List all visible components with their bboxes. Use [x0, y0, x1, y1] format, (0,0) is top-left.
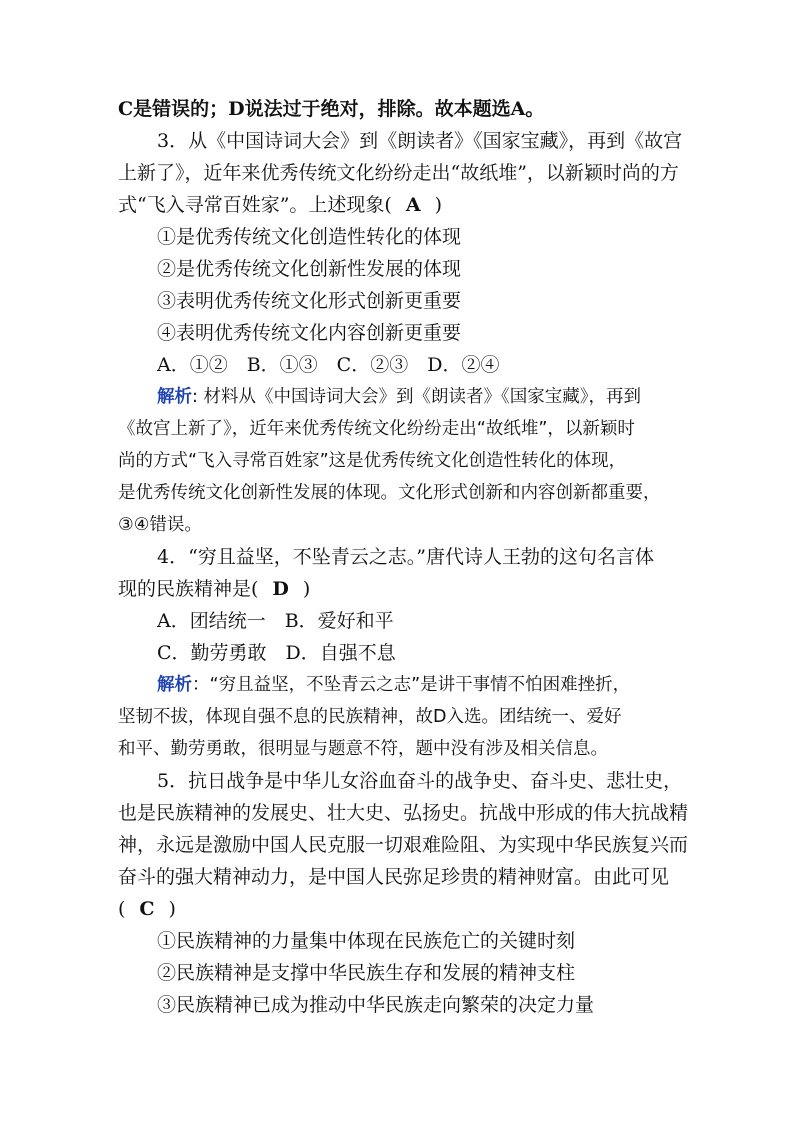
- analysis-3: [118, 449, 626, 473]
- text: ): [302, 578, 311, 600]
- question-4-choices: [157, 641, 396, 665]
- text-line: [118, 97, 544, 121]
- text: ：“穷且益坚，不坠青云之志”是讲干事情不怕困难挫折，: [192, 675, 631, 695]
- answer-mark: A: [405, 194, 421, 216]
- text: ③表明优秀传统文化形式创新更重要: [157, 290, 462, 312]
- text: A．①② B．①③ C．②③ D．②④: [157, 354, 500, 376]
- analysis-3: [157, 385, 641, 409]
- analysis-label: 解析: [157, 387, 192, 407]
- text: 也是民族精神的发展史、壮大史、弘扬史。抗战中形成的伟大抗战精: [118, 802, 689, 824]
- question-5-stem: [118, 865, 669, 889]
- question-5-stem: [118, 801, 688, 825]
- text: ②民族精神是支撑中华民族生存和发展的精神支柱: [157, 962, 576, 984]
- question-5-statement-2: [157, 961, 575, 985]
- question-3-choices: [157, 353, 499, 377]
- analysis-3: [118, 481, 661, 505]
- question-3-statement-4: [157, 321, 461, 345]
- text: 坚韧不拔，体现自强不息的民族精神，故D入选。团结统一、爱好: [118, 707, 622, 727]
- text: 和平、勤劳勇敢，很明显与题意不符，题中没有涉及相关信息。: [118, 739, 608, 759]
- question-5-stem: [157, 769, 682, 793]
- text: C．勤劳勇敢 D．自强不息: [157, 642, 396, 664]
- question-5-stem: [118, 897, 176, 921]
- question-5-statement-3: [157, 993, 594, 1017]
- question-3-statement-1: [157, 225, 461, 249]
- question-5-statement-1: [157, 929, 575, 953]
- text: 现的民族精神是(: [118, 578, 259, 600]
- text: (: [118, 898, 126, 920]
- text: ④表明优秀传统文化内容创新更重要: [157, 322, 462, 344]
- analysis-4: [118, 737, 608, 761]
- text: 神，永远是激励中国人民克服一切艰难险阻、为实现中华民族复兴而: [118, 834, 689, 856]
- text: 奋斗的强大精神动力，是中国人民弥足珍贵的精神财富。由此可见: [118, 866, 670, 888]
- question-3-statement-3: [157, 289, 461, 313]
- text: 3．从《中国诗词大会》到《朗读者》《国家宝藏》，再到《故宫: [157, 130, 683, 152]
- answer-mark: D: [272, 578, 289, 600]
- text: : 材料从《中国诗词大会》到《朗读者》《国家宝藏》，再到: [192, 387, 641, 407]
- question-3-stem: [118, 161, 679, 185]
- text: ①民族精神的力量集中体现在民族危亡的关键时刻: [157, 930, 576, 952]
- text: 4．“穷且益坚，不坠青云之志。”唐代诗人王勃的这句名言体: [157, 546, 655, 568]
- question-3-stem: [157, 129, 682, 153]
- analysis-4: [157, 673, 630, 697]
- text: ): [168, 898, 176, 920]
- text: ②是优秀传统文化创新性发展的体现: [157, 258, 462, 280]
- analysis-4: [118, 705, 621, 729]
- text: 尚的方式“飞入寻常百姓家”这是优秀传统文化创造性转化的体现，: [118, 451, 627, 471]
- text: 式“飞入寻常百姓家”。上述现象(: [118, 194, 392, 216]
- text: ③民族精神已成为推动中华民族走向繁荣的决定力量: [157, 994, 595, 1016]
- text: 5．抗日战争是中华儿女浴血奋斗的战争史、奋斗史、悲壮史，: [157, 770, 683, 792]
- text: ): [434, 194, 443, 216]
- analysis-3: [118, 417, 635, 441]
- text: ①是优秀传统文化创造性转化的体现: [157, 226, 462, 248]
- analysis-label: 解析: [157, 675, 192, 695]
- question-5-stem: [118, 833, 688, 857]
- answer-mark: C: [139, 898, 155, 920]
- question-4-stem: [118, 577, 310, 601]
- question-4-stem: [157, 545, 654, 569]
- question-3-stem: [118, 193, 442, 217]
- text: 《故宫上新了》，近年来优秀传统文化纷纷走出“故纸堆”，以新颖时: [118, 419, 635, 439]
- text: 上新了》，近年来优秀传统文化纷纷走出“故纸堆”，以新颖时尚的方: [118, 162, 679, 184]
- text: ③④错误。: [118, 515, 202, 535]
- text: A．团结统一 B．爱好和平: [157, 610, 394, 632]
- text: C是错误的；D说法过于绝对，排除。故本题选A。: [118, 98, 545, 120]
- question-4-choices: [157, 609, 394, 633]
- text: 是优秀传统文化创新性发展的体现。文化形式创新和内容创新都重要，: [118, 483, 661, 503]
- question-3-statement-2: [157, 257, 461, 281]
- analysis-3: [118, 513, 202, 537]
